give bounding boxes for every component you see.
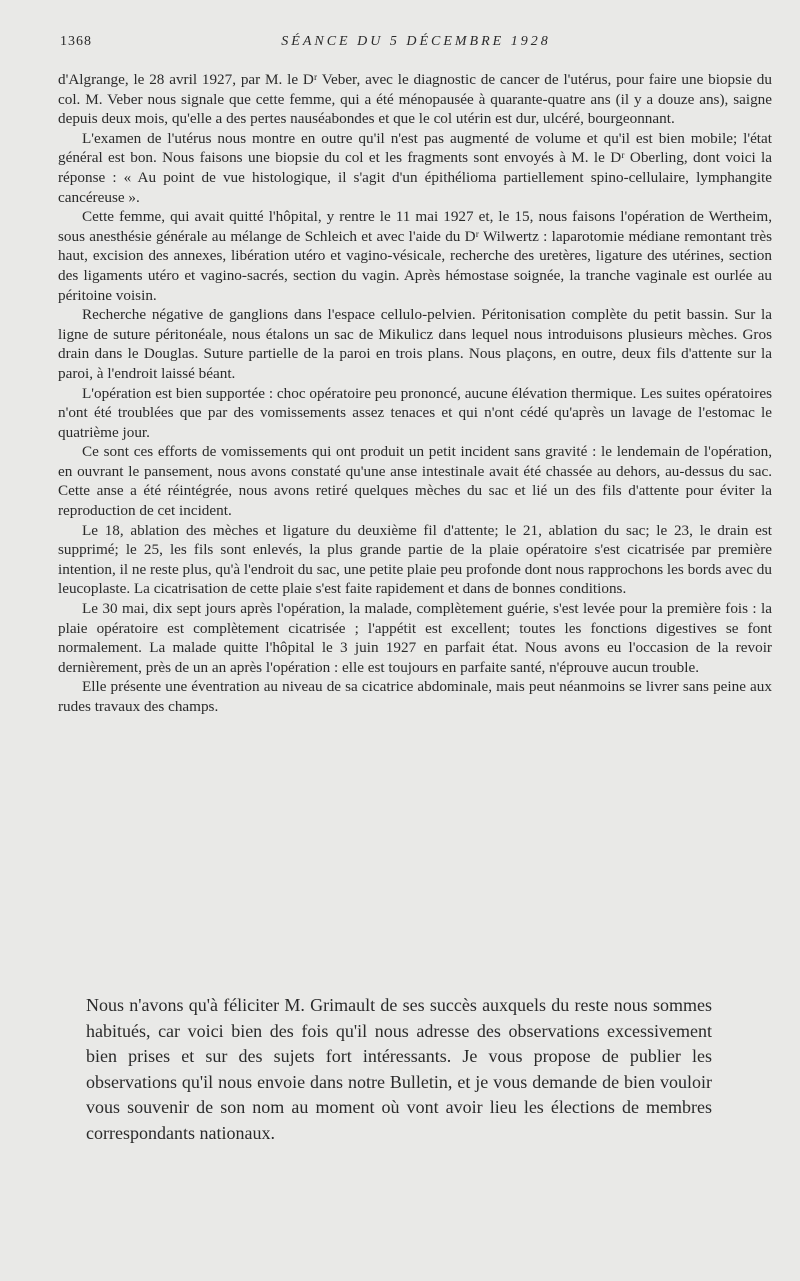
paragraph: L'examen de l'utérus nous montre en outre qu'il n'est pas augmenté de volume et qu'il est bien mobile; l'état général est bon. Nous faisons une biopsie du col et les fragments sont envoyés à M. le Dʳ Oberling, dont voici la réponse : « Au point de vue histologique, il s'agit d'un épithélioma partiellement spino-cellulaire, lymphangite cancéreuse ». (58, 129, 772, 206)
paragraph: Cette femme, qui avait quitté l'hôpital, y rentre le 11 mai 1927 et, le 15, nous faisons l'opération de Wertheim, sous anesthésie générale au mélange de Schleich et avec l'aide du Dʳ Wilwertz : laparotomie médiane remontant très haut, excision des annexes, libération utéro et vagino-vésicale, recherche des uretères, ligature des utérines, section des ligaments utéro et vagino-sacrés, section du vagin. Après hémostase soignée, la tranche vaginale est ourlée au péritoine voisin. (58, 208, 772, 304)
rapporteur-commentary (86, 993, 712, 1146)
paragraph: L'opération est bien supportée : choc opératoire peu prononcé, aucune élévation thermique. Les suites opératoires n'ont été troublées que par des vomissements assez tenaces et qui n'ont cédé qu'après un lavage de l'estomac le quatrième jour. (58, 384, 772, 441)
running-header (60, 34, 772, 58)
paragraph: Le 18, ablation des mèches et ligature du deuxième fil d'attente; le 21, ablation du sac; le 23, le drain est supprimé; le 25, les fils sont enlevés, la plus grande partie de la plaie opératoire s'est cicatrisée par première intention, il ne reste plus, qu'à l'endroit du sac, une petite plaie peu profonde dont nous rapprochons les bords avec du leucoplaste. La cicatrisation de cette plaie s'est faite rapidement et dans de bonnes conditions. (58, 521, 772, 598)
paragraph: Ce sont ces efforts de vomissements qui ont produit un petit incident sans gravité : le lendemain de l'opération, en ouvrant le pansement, nous avons constaté qu'une anse intestinale avait été chassée au dehors, au-dessus du sac. Cette anse a été réintégrée, nous avons retiré quelques mèches du sac et lié un des fils d'attente pour éviter la reproduction de cet incident. (58, 443, 772, 520)
paragraph: d'Algrange, le 28 avril 1927, par M. le Dʳ Veber, avec le diagnostic de cancer de l'utérus, pour faire une biopsie du col. M. Veber nous signale que cette femme, qui a été ménopausée à quarante-quatre ans (il y a douze ans), saigne depuis deux mois, qu'elle a des pertes nauséabondes et que le col utérin est dur, ulcéré, bourgeonnant. (58, 71, 772, 128)
page-number: 1368 (60, 34, 92, 49)
running-title: SÉANCE DU 5 DÉCEMBRE 1928 (281, 34, 551, 49)
commentary-paragraph: Nous n'avons qu'à féliciter M. Grimault de ses succès auxquels du reste nous sommes habitués, car voici bien des fois qu'il nous adresse des observations excessivement bien prises et sur des sujets fort intéressants. Je vous propose de publier les observations qu'il nous envoie dans notre Bulletin, et je vous demande de bien vouloir vous souvenir de son nom au moment où vont avoir lieu les élections de membres correspondants nationaux. (86, 995, 712, 1143)
paragraph: Le 30 mai, dix sept jours après l'opération, la malade, complètement guérie, s'est levée pour la première fois : la plaie opératoire est complètement cicatrisée ; l'appétit est excellent; toutes les fonctions digestives se font normalement. La malade quitte l'hôpital le 3 juin 1927 en parfait état. Nous avons eu l'occasion de la revoir dernièrement, près de un an après l'opération : elle est toujours en parfaite santé, n'éprouve aucun trouble. (58, 600, 772, 676)
paragraph: Elle présente une éventration au niveau de sa cicatrice abdominale, mais peut néanmoins se livrer sans peine aux rudes travaux des champs. (58, 678, 772, 715)
paragraph: Recherche négative de ganglions dans l'espace cellulo-pelvien. Péritonisation complète du petit bassin. Sur la ligne de suture péritonéale, nous étalons un sac de Mikulicz dans lequel nous introduisons plusieurs mèches. Gros drain dans le Douglas. Suture partielle de la paroi en trois plans. Nous plaçons, en outre, deux fils d'attente sur la paroi, à l'endroit laissé béant. (58, 306, 772, 382)
case-report (58, 70, 772, 717)
